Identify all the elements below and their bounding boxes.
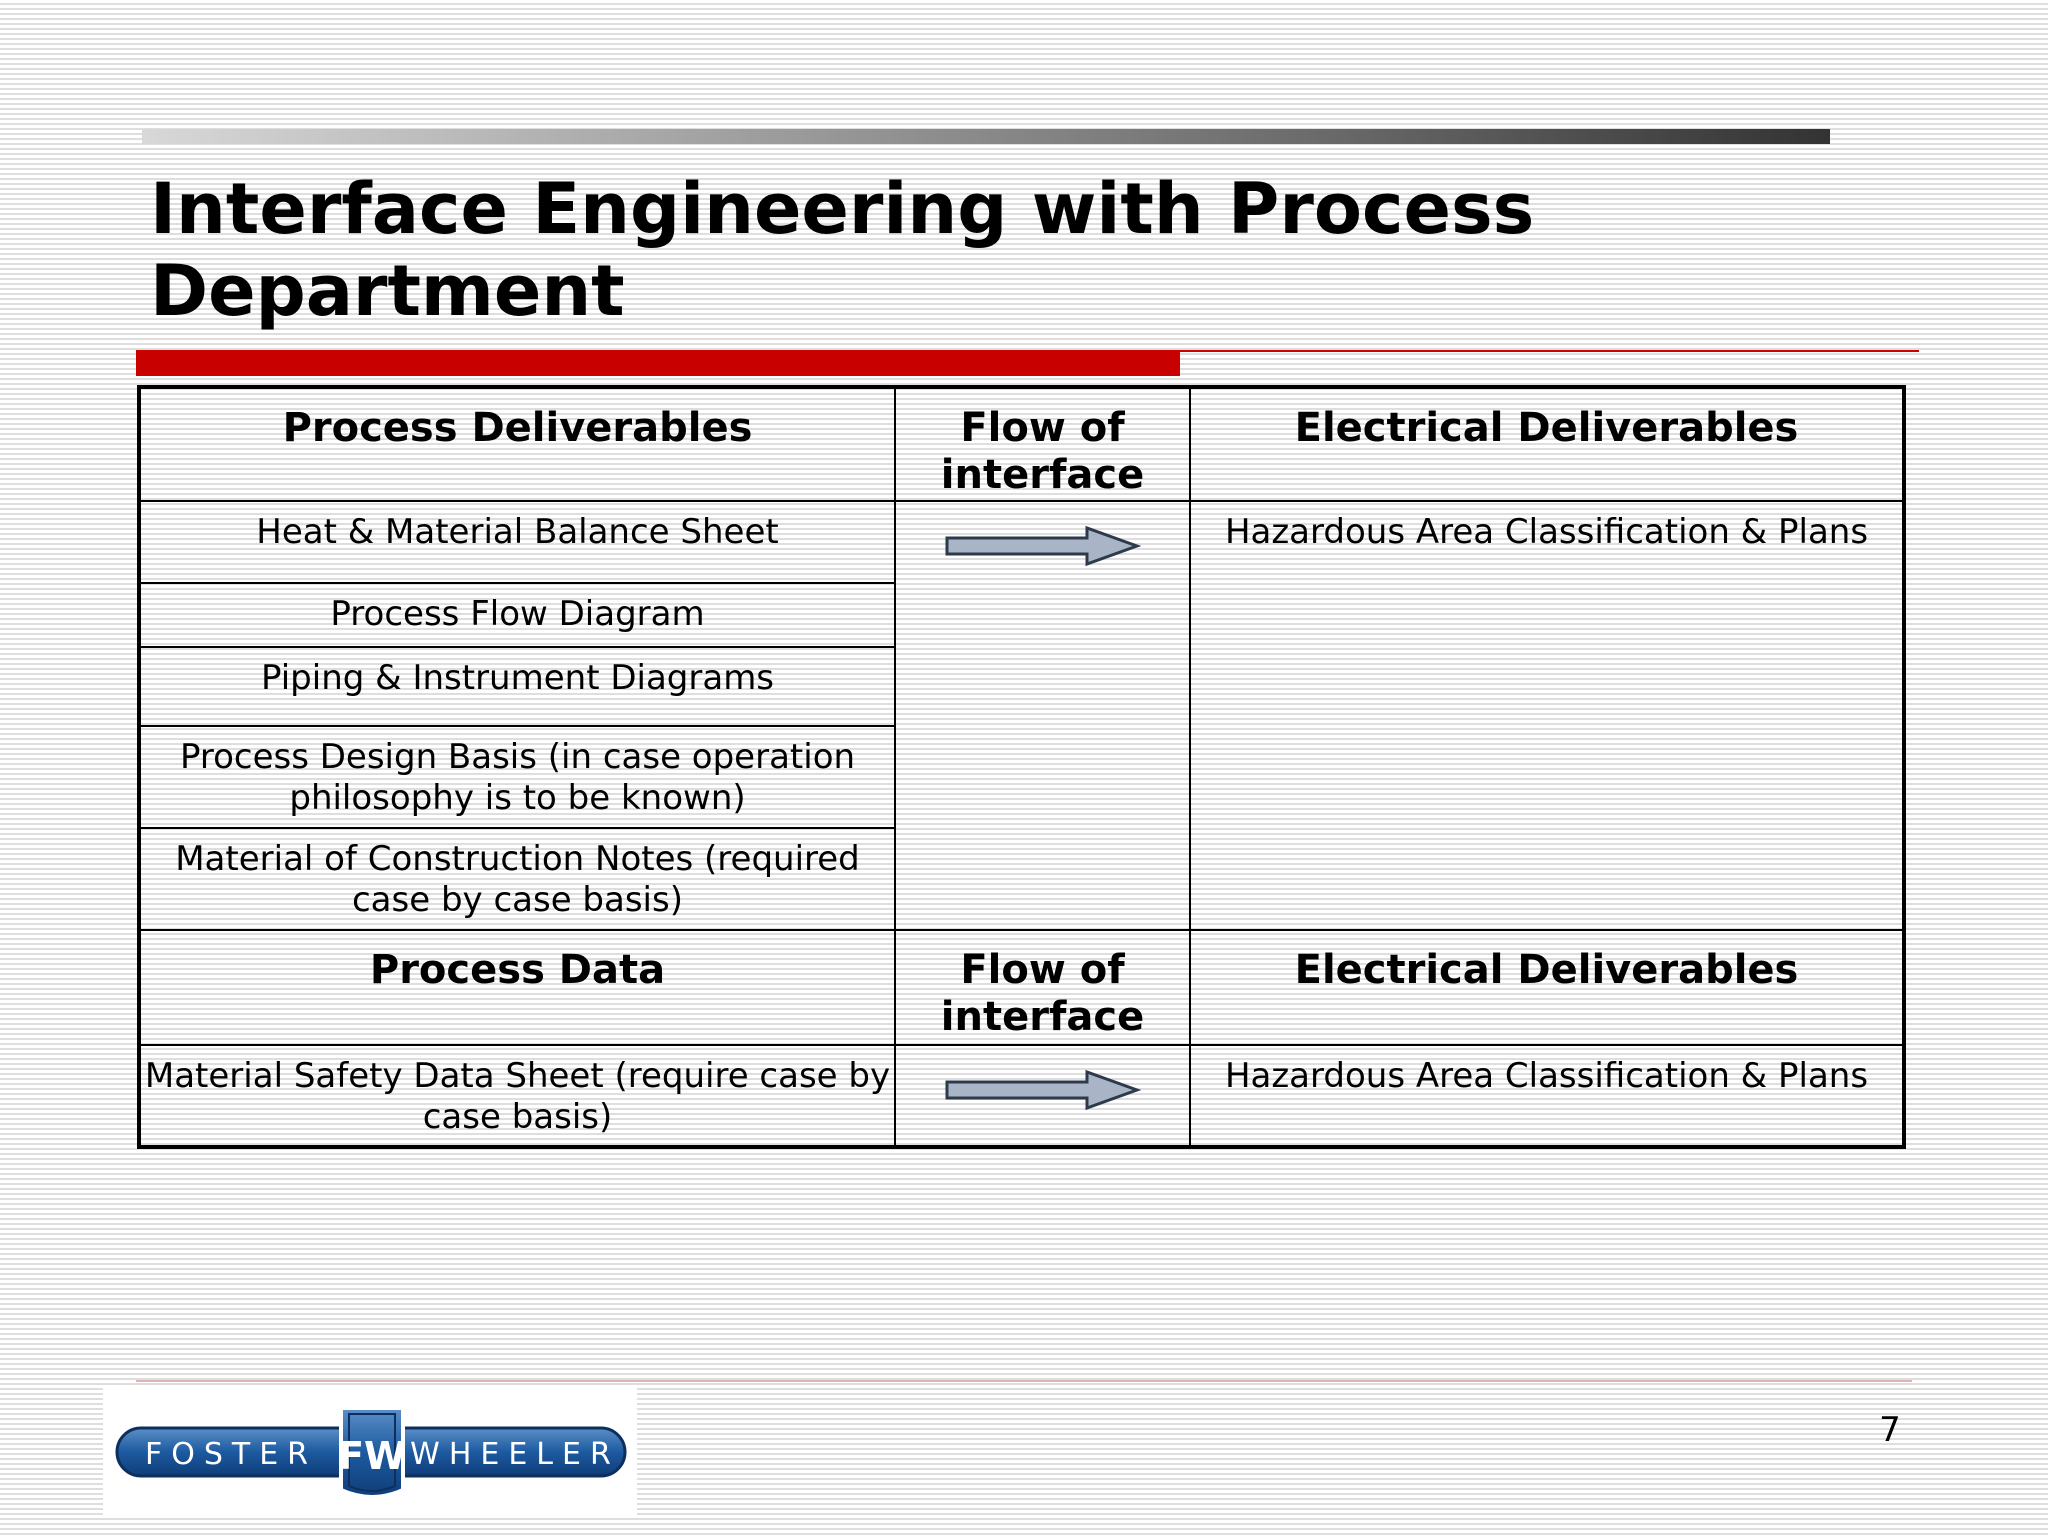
title-line-1: Interface Engineering with Process [150, 168, 1535, 250]
page-number: 7 [1879, 1410, 1901, 1450]
red-accent-line [1180, 350, 1919, 352]
flow-header-line-2: interface [940, 994, 1145, 1040]
table-row [139, 1045, 1904, 1147]
electrical-deliverable-cell: Hazardous Area Classification & Plans [1190, 501, 1904, 930]
process-data-header: Process Data [139, 930, 895, 1045]
flow-header-line-1: Flow of [960, 405, 1125, 451]
process-deliverables-header: Process Deliverables [139, 387, 895, 501]
table-row [139, 501, 1904, 583]
footer-divider [136, 1380, 1912, 1382]
foster-wheeler-logo-icon [113, 1394, 629, 1510]
interface-table [137, 385, 1906, 1149]
electrical-deliverable-cell: Hazardous Area Classification & Plans [1190, 1045, 1904, 1147]
flow-arrow-cell [895, 501, 1190, 930]
flow-of-interface-header [895, 387, 1190, 501]
flow-header-line-2: interface [940, 452, 1145, 498]
red-accent-bar [136, 350, 1180, 376]
process-deliverable-cell: Process Design Basis (in case operation philosophy is to be known) [139, 726, 895, 828]
process-deliverable-cell: Piping & Instrument Diagrams [139, 647, 895, 726]
logo-emblem-letters: FW [338, 1434, 406, 1478]
foster-wheeler-logo [103, 1388, 637, 1516]
section1-header-row [139, 387, 1904, 501]
flow-of-interface-header [895, 930, 1190, 1045]
logo-left-text: FOSTER [144, 1437, 318, 1472]
process-data-cell: Material Safety Data Sheet (require case by case basis) [139, 1045, 895, 1147]
slide-title [150, 168, 1850, 332]
process-deliverable-cell: Material of Construction Notes (required case by case basis) [139, 828, 895, 930]
process-deliverable-cell: Process Flow Diagram [139, 583, 895, 647]
flow-arrow-cell [895, 1045, 1190, 1147]
section2-header-row [139, 930, 1904, 1045]
title-line-2: Department [150, 250, 625, 332]
electrical-deliverables-header: Electrical Deliverables [1190, 387, 1904, 501]
flow-header-line-1: Flow of [960, 947, 1125, 993]
electrical-deliverables-header: Electrical Deliverables [1190, 930, 1904, 1045]
process-deliverable-cell: Heat & Material Balance Sheet [139, 501, 895, 583]
right-arrow-icon [945, 1070, 1141, 1110]
top-gradient-bar [142, 129, 1830, 144]
logo-right-text: WHEELER [410, 1437, 620, 1472]
right-arrow-icon [945, 526, 1141, 566]
